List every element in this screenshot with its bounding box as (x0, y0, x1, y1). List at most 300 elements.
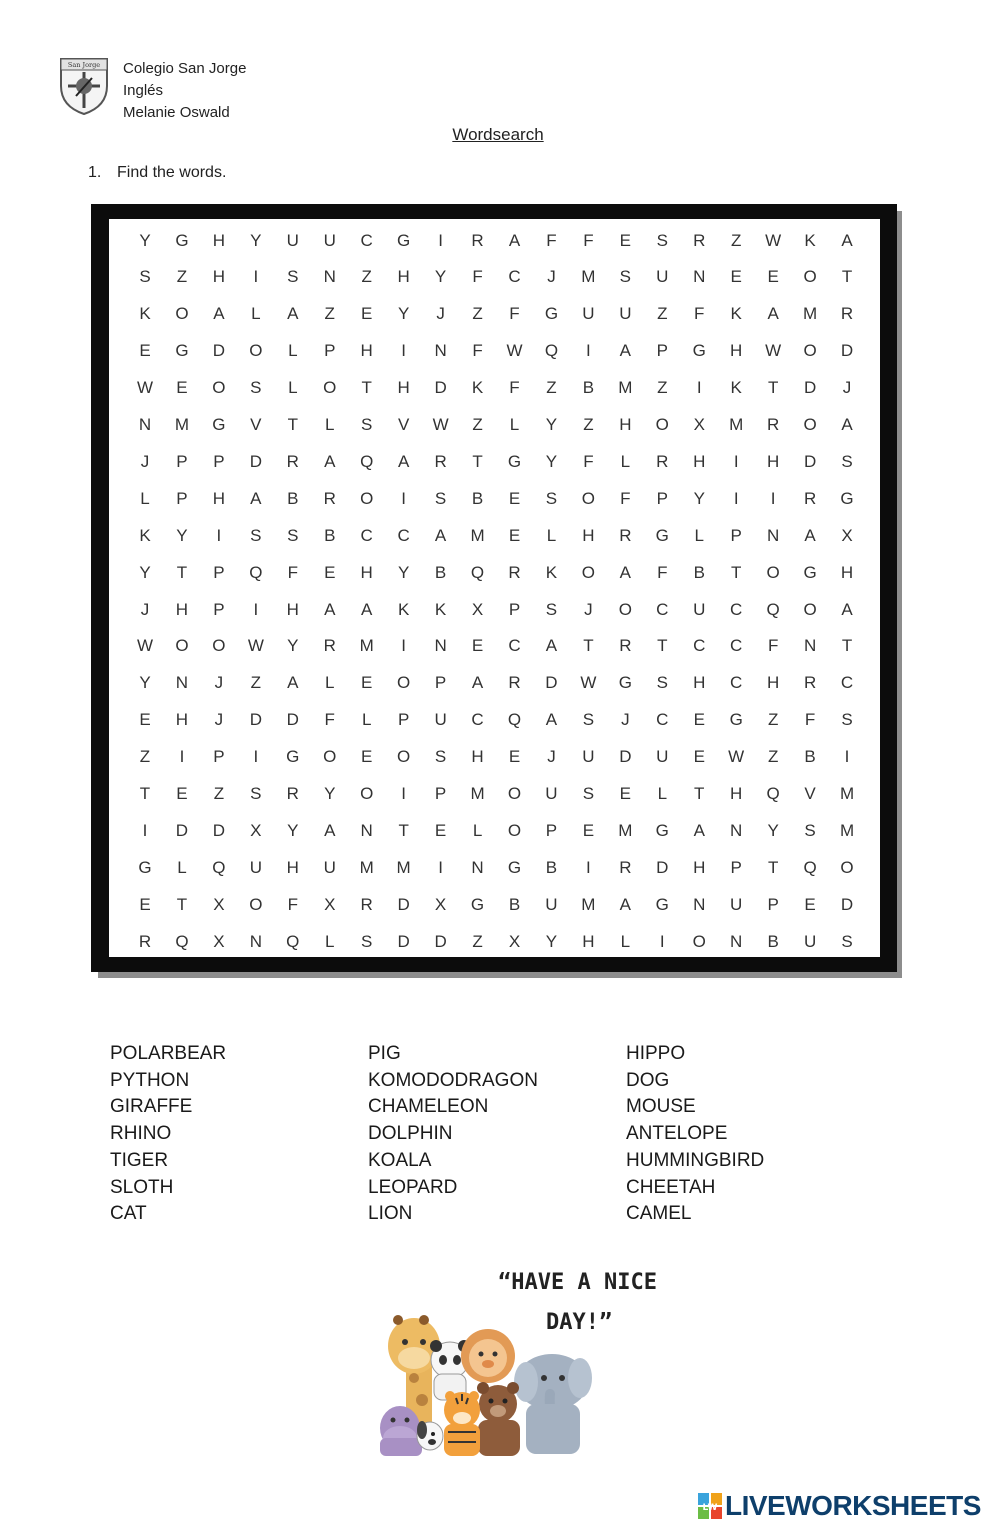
grid-letter: L (361, 710, 372, 730)
grid-letter: N (693, 894, 706, 914)
grid-letter: R (286, 784, 299, 803)
grid-letter: J (842, 378, 852, 398)
grid-letter: I (401, 488, 406, 508)
grid-letter: O (803, 341, 817, 361)
grid-letter: U (323, 857, 336, 877)
word-item: HIPPO (626, 1043, 686, 1064)
grid-letter: G (692, 341, 706, 361)
grid-letter: B (324, 525, 336, 545)
lion-icon (461, 1329, 515, 1383)
grid-letter: P (434, 784, 447, 803)
grid-letter: H (471, 747, 484, 767)
grid-letter: I (844, 747, 850, 767)
grid-letter: A (619, 562, 632, 582)
grid-letter: E (767, 267, 779, 287)
grid-letter: T (472, 451, 483, 471)
grid-letter: W (247, 636, 264, 656)
grid-letter: D (397, 931, 410, 951)
grid-letter: T (841, 636, 853, 656)
word-list-column-2 (368, 1041, 538, 1228)
grid-letter: H (693, 857, 706, 877)
grid-letter: N (175, 673, 189, 693)
grid-letter: F (472, 267, 483, 287)
grid-letter: A (287, 673, 299, 693)
grid-letter: E (619, 784, 632, 803)
grid-letter: S (545, 488, 558, 508)
grid-letter: P (730, 857, 742, 877)
elephant-icon (514, 1354, 592, 1454)
grid-letter: H (360, 562, 373, 582)
word-item: SLOTH (110, 1176, 174, 1198)
grid-letter: X (213, 931, 225, 951)
grid-letter: T (657, 636, 668, 656)
grid-letter: Z (139, 747, 151, 767)
grid-letter: T (176, 894, 188, 914)
grid-letter: B (508, 894, 521, 914)
grid-letter: M (729, 415, 744, 434)
word-search-grid (109, 219, 880, 957)
grid-letter: G (507, 451, 522, 471)
grid-letter: D (434, 931, 447, 951)
grid-letter: Y (176, 525, 188, 545)
grid-letter: T (398, 820, 409, 840)
grid-letter: P (213, 747, 225, 767)
subject-name: Inglés (123, 82, 164, 99)
grid-letter: A (434, 525, 447, 545)
grid-letter: H (619, 415, 632, 434)
grid-letter: F (546, 230, 557, 250)
closing-line-1: “HAVE A NICE (498, 1270, 657, 1295)
grid-letter: H (286, 857, 299, 877)
grid-letter: S (656, 230, 668, 250)
grid-letter: F (583, 451, 594, 471)
grid-letter: S (250, 378, 262, 398)
grid-letter: B (582, 378, 595, 398)
grid-letter: J (547, 747, 556, 767)
grid-letter: I (253, 267, 259, 287)
grid-letter: M (359, 636, 374, 656)
grid-letter: M (839, 820, 855, 840)
grid-letter: O (249, 341, 263, 361)
grid-letter: Y (767, 820, 779, 840)
grid-letter: J (584, 599, 593, 619)
grid-letter: O (397, 747, 411, 767)
grid-letter: G (470, 894, 485, 914)
grid-letter: A (324, 599, 336, 619)
grid-letter: P (324, 341, 336, 361)
grid-letter: C (730, 636, 743, 656)
grid-letter: S (582, 784, 595, 803)
grid-letter: E (693, 710, 705, 730)
grid-letter: N (138, 415, 152, 434)
instruction-number: 1. (88, 164, 102, 181)
grid-letter: C (656, 710, 669, 730)
grid-letter: K (730, 304, 742, 324)
grid-letter: V (804, 784, 816, 803)
word-list-column-1 (110, 1041, 226, 1228)
grid-letter: X (471, 599, 484, 619)
grid-letter: L (546, 525, 557, 545)
grid-letter: L (288, 378, 298, 398)
grid-letter: S (656, 673, 668, 693)
grid-letter: O (323, 747, 337, 767)
grid-letter: H (582, 525, 595, 545)
grid-letter: J (214, 710, 224, 730)
grid-letter: S (545, 599, 558, 619)
grid-letter: O (507, 820, 522, 840)
grid-letter: O (175, 304, 189, 324)
grid-letter: M (618, 378, 633, 398)
grid-letter: O (360, 784, 374, 803)
grid-letter: J (621, 710, 630, 730)
grid-letter: E (434, 820, 447, 840)
grid-letter: T (139, 784, 151, 803)
grid-letter: A (471, 673, 484, 693)
grid-letter: W (765, 341, 782, 361)
grid-letter: X (250, 820, 262, 840)
grid-letter: M (470, 525, 485, 545)
grid-letter: K (397, 599, 410, 619)
grid-letter: F (767, 636, 779, 656)
grid-letter: O (803, 599, 817, 619)
grid-letter: H (730, 784, 743, 803)
grid-letter: G (397, 230, 411, 250)
grid-letter: C (471, 710, 484, 730)
grid-letter: M (581, 267, 596, 287)
grid-letter: G (175, 341, 189, 361)
grid-letter: E (582, 820, 595, 840)
grid-letter: R (619, 857, 632, 877)
grid-letter: I (142, 820, 148, 840)
grid-letter: N (767, 525, 780, 545)
grid-letter: F (620, 488, 631, 508)
grid-letter: P (213, 451, 225, 471)
grid-letter: P (176, 488, 188, 508)
grid-letter: R (619, 636, 632, 656)
grid-letter: J (214, 673, 224, 693)
grid-letter: H (175, 599, 189, 619)
grid-letter: E (139, 341, 151, 361)
grid-letter: Z (361, 267, 372, 287)
grid-letter: Q (175, 931, 189, 951)
grid-letter: S (841, 710, 853, 730)
grid-letter: P (767, 894, 779, 914)
grid-letter: L (325, 415, 335, 434)
word-item: CHAMELEON (368, 1096, 489, 1118)
grid-letter: I (438, 857, 443, 877)
grid-letter: H (397, 378, 410, 398)
brand-logo-letters: LW (702, 1503, 718, 1513)
grid-letter: Q (360, 451, 374, 471)
grid-letter: J (547, 267, 556, 287)
grid-letter: A (619, 341, 632, 361)
grid-letter: L (620, 451, 631, 471)
grid-letter: N (471, 857, 484, 877)
grid-letter: F (694, 304, 705, 324)
grid-letter: H (360, 341, 373, 361)
grid-letter: S (250, 525, 262, 545)
grid-letter: N (730, 931, 743, 951)
grid-letter: G (175, 230, 189, 250)
grid-letter: C (840, 673, 854, 693)
grid-letter: T (730, 562, 742, 582)
grid-letter: G (655, 894, 669, 914)
grid-letter: K (730, 378, 742, 398)
grid-letter: L (140, 488, 150, 508)
grid-letter: O (692, 931, 706, 951)
grid-letter: G (803, 562, 817, 582)
grid-letter: E (361, 304, 373, 324)
grid-letter: Z (583, 415, 594, 434)
grid-letter: A (804, 525, 816, 545)
grid-letter: R (286, 451, 299, 471)
grid-letter: R (508, 673, 521, 693)
grid-letter: O (581, 488, 595, 508)
grid-letter: Q (470, 562, 485, 582)
grid-letter: H (730, 341, 743, 361)
grid-letter: D (619, 747, 632, 767)
grid-letter: A (361, 599, 373, 619)
grid-letter: U (693, 599, 706, 619)
grid-letter: R (840, 304, 854, 324)
school-header (123, 58, 246, 124)
grid-letter: S (434, 488, 447, 508)
grid-letter: A (287, 304, 299, 324)
grid-letter: I (586, 341, 591, 361)
closing-line-2: DAY!” (546, 1310, 613, 1335)
grid-letter: B (471, 488, 484, 508)
grid-letter: C (360, 230, 373, 250)
grid-letter: B (804, 747, 816, 767)
word-item: PIG (368, 1043, 401, 1064)
grid-letter: P (730, 525, 742, 545)
grid-letter: Y (545, 451, 558, 471)
grid-letter: U (730, 894, 743, 914)
grid-letter: K (139, 304, 151, 324)
word-item: KOALA (368, 1149, 432, 1171)
grid-letter: L (288, 341, 298, 361)
grid-letter: H (693, 451, 706, 471)
grid-letter: B (434, 562, 447, 582)
word-item: MOUSE (626, 1096, 696, 1118)
grid-letter: P (656, 341, 668, 361)
word-item: CHEETAH (626, 1176, 716, 1198)
grid-letter: N (360, 820, 373, 840)
grid-letter: Y (434, 267, 447, 287)
grid-letter: Q (544, 341, 559, 361)
grid-letter: G (212, 415, 226, 434)
grid-letter: I (216, 525, 222, 545)
dog-icon (417, 1421, 443, 1450)
grid-letter: I (586, 857, 591, 877)
grid-letter: O (840, 857, 854, 877)
grid-letter: J (436, 304, 445, 324)
grid-letter: F (509, 304, 520, 324)
grid-letter: N (323, 267, 336, 287)
grid-letter: R (656, 451, 669, 471)
grid-letter: Z (472, 415, 483, 434)
grid-letter: U (582, 304, 595, 324)
grid-letter: I (401, 784, 406, 803)
grid-letter: Y (139, 562, 151, 582)
grid-letter: N (693, 267, 706, 287)
grid-letter: R (138, 931, 152, 951)
grid-letter: E (471, 636, 484, 656)
grid-letter: Y (139, 230, 151, 250)
grid-letter: C (693, 636, 706, 656)
word-item: RHINO (110, 1123, 172, 1145)
grid-letter: V (397, 415, 410, 434)
grid-letter: B (545, 857, 558, 877)
word-item: CAT (110, 1203, 147, 1225)
grid-letter: R (360, 894, 373, 914)
brand-name: LIVEWORKSHEETS (725, 1490, 981, 1521)
grid-letter: K (139, 525, 151, 545)
grid-letter: D (545, 673, 558, 693)
grid-letter: E (730, 267, 742, 287)
grid-letter: D (249, 710, 262, 730)
grid-letter: G (618, 673, 632, 693)
grid-letter: Q (766, 784, 780, 803)
grid-letter: Y (545, 415, 558, 434)
grid-letter: S (287, 525, 299, 545)
grid-letter: E (508, 525, 521, 545)
grid-letter: S (139, 267, 151, 287)
grid-letter: Z (657, 304, 668, 324)
grid-letter: D (840, 341, 854, 361)
instruction (88, 164, 226, 182)
grid-letter: R (803, 673, 817, 693)
word-item: POLARBEAR (110, 1043, 227, 1064)
grid-letter: F (287, 894, 298, 914)
grid-letter: U (545, 894, 558, 914)
word-item: KOMODODRAGON (368, 1069, 538, 1091)
word-item: LION (368, 1203, 413, 1225)
grid-letter: Y (397, 304, 410, 324)
grid-letter: N (434, 636, 447, 656)
grid-letter: P (545, 820, 558, 840)
word-list-column-3 (626, 1041, 764, 1228)
grid-letter: I (438, 230, 443, 250)
grid-letter: L (177, 857, 187, 877)
grid-letter: D (656, 857, 669, 877)
grid-letter: W (580, 673, 597, 693)
grid-letter: D (249, 451, 262, 471)
grid-letter: I (401, 636, 406, 656)
grid-letter: Z (213, 784, 225, 803)
grid-letter: A (545, 710, 558, 730)
grid-letter: Y (287, 820, 299, 840)
grid-letter: C (508, 636, 521, 656)
grid-letter: W (728, 747, 745, 767)
grid-letter: Z (472, 304, 483, 324)
grid-letter: W (765, 230, 782, 250)
grid-letter: T (583, 636, 594, 656)
grid-letter: O (323, 378, 337, 398)
grid-letter: B (693, 562, 705, 582)
grid-letter: F (657, 562, 668, 582)
grid-letter: D (840, 894, 854, 914)
grid-letter: R (619, 525, 632, 545)
grid-letter: M (470, 784, 485, 803)
grid-letter: G (655, 820, 669, 840)
grid-letter: F (472, 341, 483, 361)
grid-letter: Z (472, 931, 483, 951)
grid-letter: U (619, 304, 632, 324)
teacher-name: Melanie Oswald (123, 104, 230, 121)
grid-letter: F (804, 710, 816, 730)
grid-letter: D (286, 710, 299, 730)
grid-letter: N (434, 341, 447, 361)
grid-letter: Y (287, 636, 299, 656)
grid-letter: H (212, 267, 226, 287)
grid-letter: N (249, 931, 262, 951)
grid-letter: P (397, 710, 410, 730)
grid-letter: C (730, 673, 743, 693)
grid-letter: Y (139, 673, 151, 693)
grid-letter: H (840, 562, 854, 582)
tiger-icon (444, 1391, 480, 1456)
grid-letter: A (508, 230, 521, 250)
word-item: PYTHON (110, 1069, 190, 1091)
grid-letter: Z (657, 378, 668, 398)
grid-letter: Z (730, 230, 742, 250)
grid-letter: H (212, 230, 226, 250)
grid-letter: H (212, 488, 226, 508)
grid-letter: O (397, 673, 411, 693)
liveworksheets-logo-icon (698, 1493, 722, 1519)
school-name: Colegio San Jorge (123, 60, 247, 77)
grid-letter: O (803, 415, 817, 434)
grid-letter: D (397, 894, 410, 914)
grid-letter: E (508, 488, 521, 508)
grid-letter: M (359, 857, 374, 877)
grid-letter: G (655, 525, 669, 545)
grid-letter: X (508, 931, 521, 951)
grid-letter: A (693, 820, 705, 840)
grid-letter: R (434, 451, 447, 471)
grid-letter: P (508, 599, 521, 619)
grid-letter: A (841, 230, 853, 250)
grid-letter: K (804, 230, 816, 250)
grid-letter: A (324, 451, 336, 471)
grid-letter: U (323, 230, 336, 250)
grid-letter: S (804, 820, 816, 840)
grid-letter: R (803, 488, 817, 508)
grid-letter: R (471, 230, 484, 250)
grid-letter: S (619, 267, 632, 287)
word-item: CAMEL (626, 1203, 692, 1225)
grid-letter: R (693, 230, 706, 250)
grid-letter: D (212, 820, 226, 840)
grid-letter: P (434, 673, 447, 693)
liveworksheets-brand[interactable] (698, 1488, 981, 1524)
grid-letter: Z (767, 747, 779, 767)
word-item: TIGER (110, 1149, 169, 1171)
grid-letter: H (767, 451, 780, 471)
grid-letter: T (287, 415, 298, 434)
grid-letter: A (213, 304, 225, 324)
grid-letter: E (139, 710, 151, 730)
grid-letter: W (136, 378, 154, 398)
grid-letter: U (545, 784, 558, 803)
grid-letter: I (733, 451, 739, 471)
grid-letter: O (212, 636, 226, 656)
grid-letter: D (175, 820, 189, 840)
word-item: DOLPHIN (368, 1123, 453, 1145)
grid-letter: Y (693, 488, 705, 508)
grid-letter: X (841, 525, 853, 545)
